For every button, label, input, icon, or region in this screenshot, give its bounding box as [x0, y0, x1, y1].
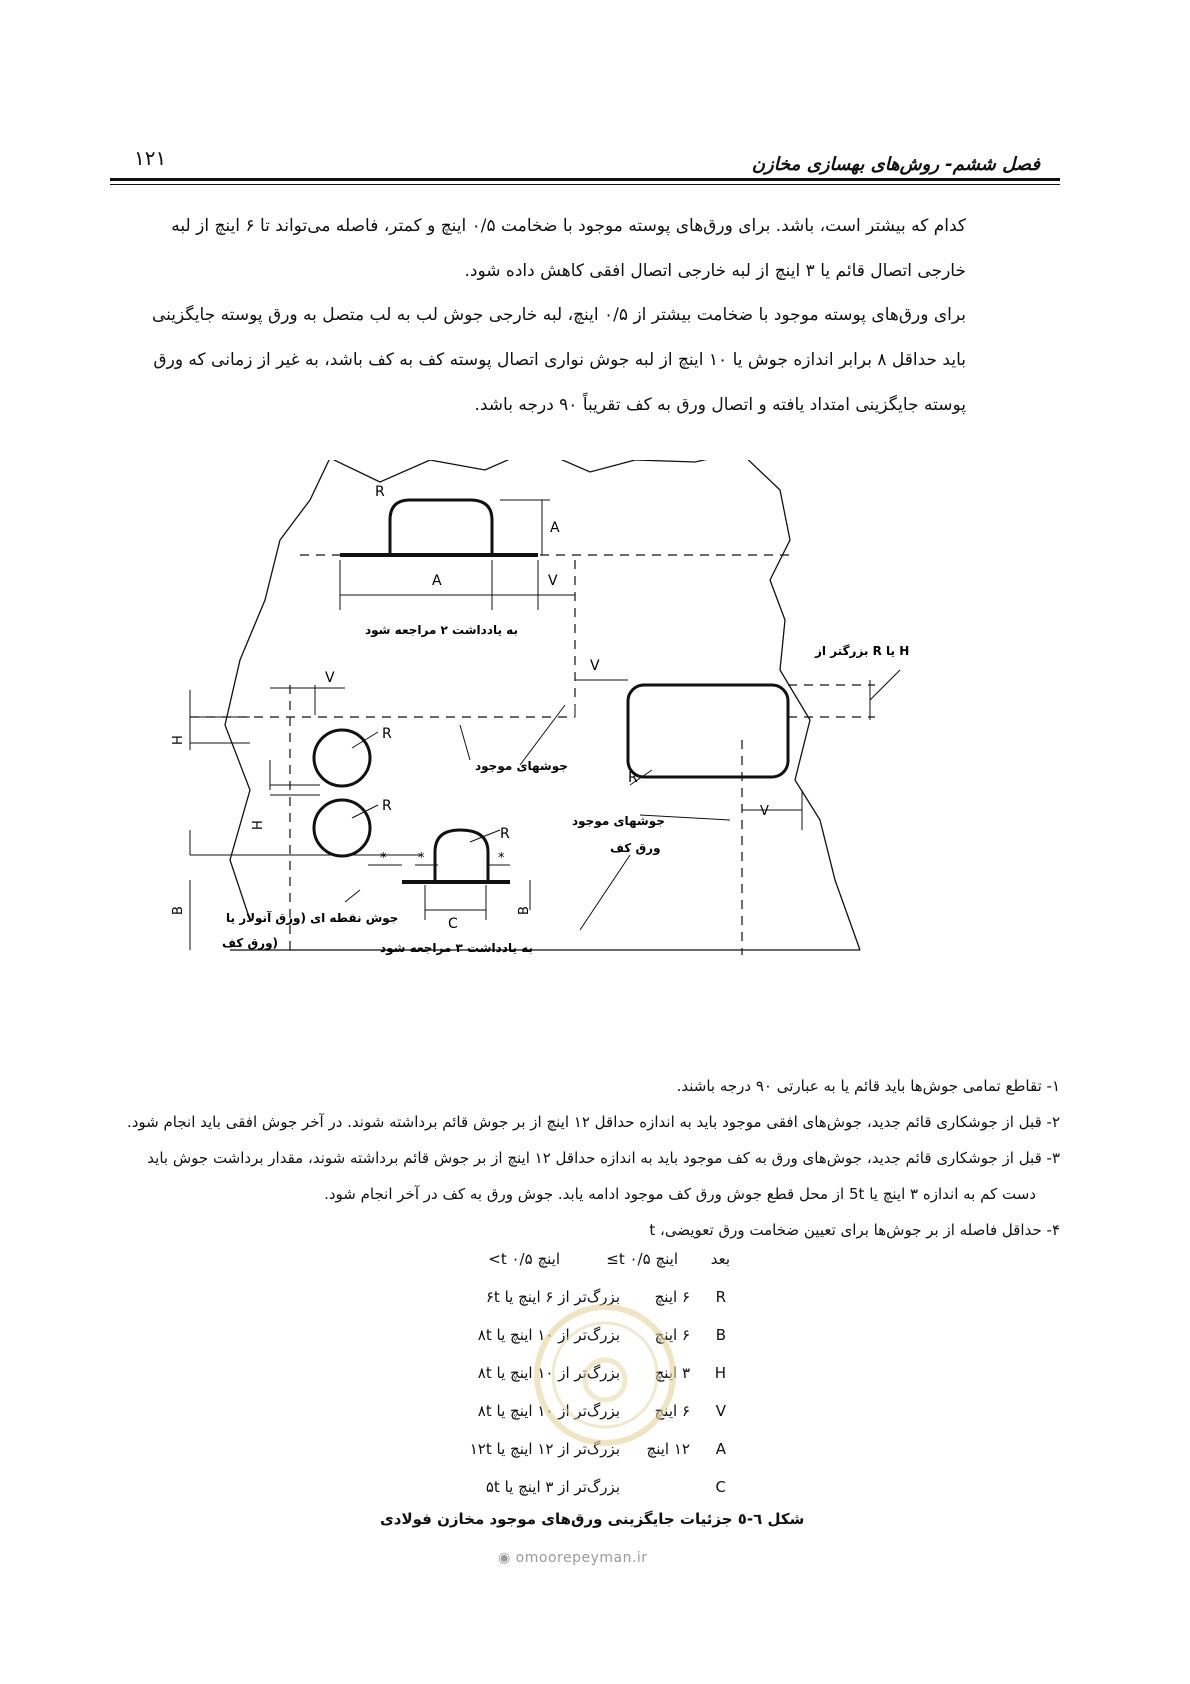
table-header-col1: اینچ ۰/۵ t≥ — [606, 1250, 678, 1268]
tombstone-plate-top — [390, 500, 492, 555]
table-header-col2: اینچ ۰/۵ t> — [488, 1250, 560, 1268]
label-R-rect: R — [628, 770, 638, 786]
table-cell: بزرگ‌تر از ۳ اینچ یا ۵t — [485, 1478, 620, 1496]
label-greater-R-H: بزرگتر از R یا H — [815, 644, 910, 658]
paragraph-line: کدام که بیشتر است، باشد. برای ورق‌های پوسته موجود با ضخامت ۰/۵ اینچ و کمتر، فاصله می‌تواند تا ۶ اینچ از لبه — [171, 216, 966, 236]
label-A-vertical: A — [550, 520, 560, 536]
note-3-line2: دست کم به اندازه ۳ اینچ یا 5t از محل قطع جوش ورق کف موجود ادامه یابد. جوش ورق به کف در آخر انجام شود. — [324, 1185, 1036, 1203]
label-B-left: B — [171, 906, 186, 915]
replacement-plate-diagram — [170, 460, 950, 1030]
watermark-icon: ◉ — [498, 1550, 511, 1566]
paragraph-line: پوسته جایگزینی امتداد یافته و اتصال ورق به کف تقریباً ۹۰ درجه باشد. — [474, 395, 966, 415]
table-cell: ۶ اینچ — [654, 1288, 690, 1306]
table-row-dim: H — [714, 1364, 726, 1382]
note2-reference: به یادداشت ۲ مراجعه شود — [365, 623, 518, 637]
running-title: فصل ششم- روش‌های بهسازی مخازن — [751, 154, 1040, 175]
figure-caption: شکل ٦-٥ جزئیات جایگزینی ورق‌های موجود مخازن فولادی — [380, 1510, 805, 1528]
label-bottom-plate: ورق کف — [610, 841, 661, 855]
table-cell: ۱۲ اینچ — [646, 1440, 690, 1458]
header-rule-thin — [110, 184, 1060, 185]
table-cell: بزرگ‌تر از ۱۰ اینچ یا ۸t — [477, 1402, 620, 1420]
star-1: * — [380, 851, 387, 866]
note-2: ۲- قبل از جوشکاری قائم جدید، جوش‌های افقی موجود باید به اندازه حداقل ۱۲ اینچ از بر جوش قائم برداشته شوند. در آخر جوش افقی باید انجام شود. — [126, 1113, 1060, 1131]
table-cell: ۶ اینچ — [654, 1326, 690, 1344]
header-rule-thick — [110, 178, 1060, 181]
table-cell: بزرگ‌تر از ۱۰ اینچ یا ۸t — [477, 1364, 620, 1382]
label-R-circle-upper: R — [382, 726, 392, 742]
label-R-circle-lower: R — [382, 798, 392, 814]
table-cell: بزرگ‌تر از ۶ اینچ یا ۶t — [485, 1288, 620, 1306]
paragraph-line: خارجی اتصال قائم یا ۳ اینچ از لبه خارجی اتصال افقی کاهش داده شود. — [464, 261, 966, 281]
note3-reference: به یادداشت ۳ مراجعه شود — [380, 941, 533, 955]
note-4: ۴- حداقل فاصله از بر جوش‌ها برای تعیین ضخامت ورق تعویضی، t — [649, 1221, 1060, 1239]
circular-patch-lower — [314, 800, 370, 856]
label-V-top: V — [548, 573, 558, 589]
label-R-bottom: R — [500, 826, 510, 842]
table-row-dim: A — [715, 1440, 726, 1458]
label-V-right: V — [760, 804, 769, 819]
table-row-dim: R — [715, 1288, 726, 1306]
label-existing-welds-1: جوشهای موجود — [475, 759, 568, 773]
label-V-middle: V — [590, 658, 600, 674]
label-H-upper: H — [171, 735, 186, 745]
label-spot-weld-2: ورق کف) — [222, 936, 279, 950]
watermark-seal — [530, 1300, 680, 1450]
label-C: C — [448, 916, 458, 932]
circular-patch-upper — [314, 730, 370, 786]
label-A-horizontal: A — [432, 573, 442, 589]
label-R-top: R — [375, 484, 385, 500]
star-2: * — [418, 851, 425, 866]
table-cell: بزرگ‌تر از ۱۲ اینچ یا ۱۲t — [469, 1440, 620, 1458]
watermark-text — [498, 1550, 648, 1566]
note-1: ۱- تقاطع تمامی جوش‌ها باید قائم یا به عبارتی ۹۰ درجه باشند. — [676, 1077, 1060, 1095]
label-spot-weld-1: جوش نقطه ای (ورق آنولار یا — [226, 911, 399, 925]
label-H-lower: H — [251, 820, 266, 830]
label-B-right: B — [517, 906, 532, 915]
paragraph-line: باید حداقل ۸ برابر اندازه جوش یا ۱۰ اینچ از لبه جوش نواری اتصال پوسته کف به کف باشد، به غیر از زمانی که ورق — [153, 350, 966, 370]
watermark-url: omoorepeyman.ir — [515, 1550, 648, 1566]
page-number: ۱۲۱ — [134, 146, 167, 170]
table-cell: بزرگ‌تر از ۱۰ اینچ یا ۸t — [477, 1326, 620, 1344]
table-cell: ۳ اینچ — [654, 1364, 690, 1382]
paragraph-line: برای ورق‌های پوسته موجود با ضخامت بیشتر از ۰/۵ اینچ، لبه خارجی جوش لب به لب متصل به ورق پوسته جایگزینی — [151, 305, 966, 325]
table-row-dim: V — [715, 1402, 726, 1420]
table-header-dim: بعد — [710, 1250, 730, 1268]
rectangular-patch — [628, 685, 788, 777]
label-V-left: V — [325, 670, 335, 686]
note-3-line1: ۳- قبل از جوشکاری قائم جدید، جوش‌های ورق به کف موجود باید به اندازه حداقل ۱۲ اینچ از بر جوش قائم برداشته شوند، مقدار برداشت جوش باید — [147, 1149, 1060, 1167]
table-cell: ۶ اینچ — [654, 1402, 690, 1420]
table-row-dim: B — [715, 1326, 726, 1344]
label-existing-welds-2: جوشهای موجود — [572, 814, 665, 828]
star-3: * — [498, 851, 505, 866]
table-row-dim: C — [715, 1478, 726, 1496]
